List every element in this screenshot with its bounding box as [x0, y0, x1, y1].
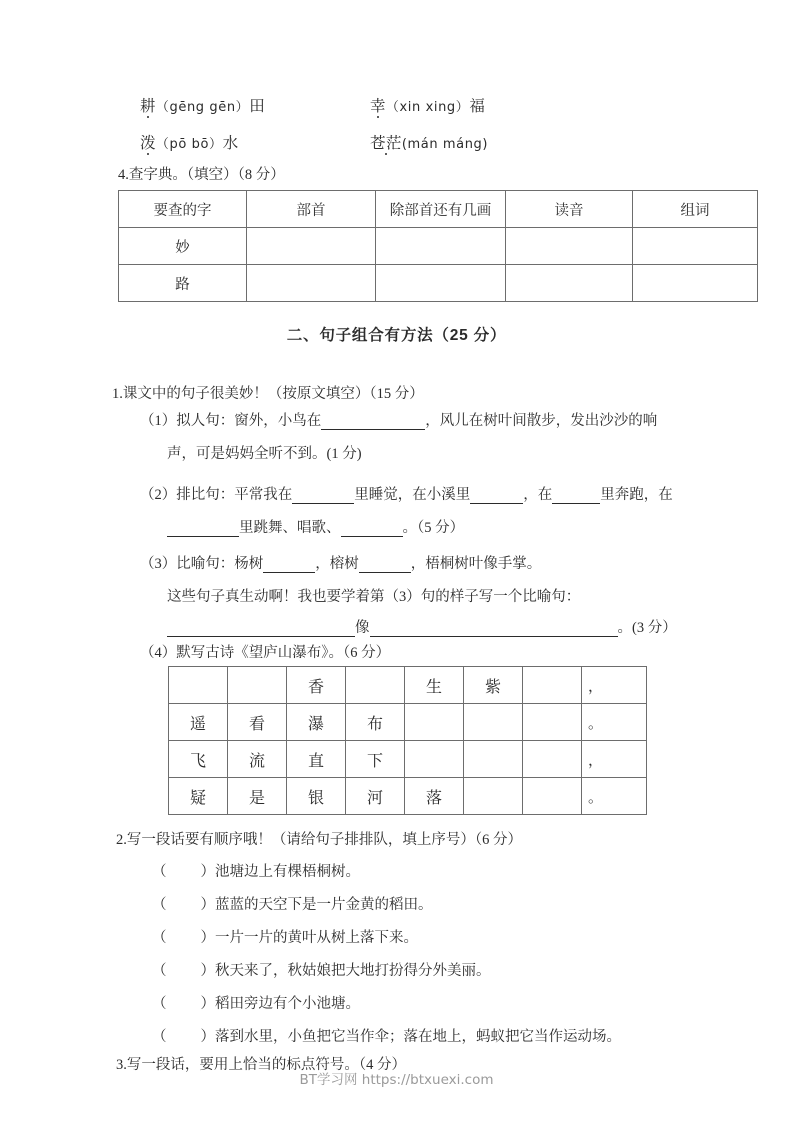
order-list-item-5	[152, 992, 360, 1013]
poem-cell-r2c6[interactable]	[464, 704, 523, 741]
order-paren-close-3: ）	[200, 930, 215, 946]
order-text-5: 稻田旁边有个小池塘。	[215, 996, 360, 1012]
item-2-text-a: 排比句：平常我在	[176, 487, 293, 503]
dict-header-strokes: 除部首还有几画	[376, 191, 506, 228]
pinyin-suffix-shui: 水	[222, 135, 239, 152]
question-1-label: 1.课文中的句子很美妙！（按原文填空）（15 分）	[112, 386, 424, 402]
question-1-item-3-line-1	[140, 552, 541, 573]
question-1-item-2-line-1	[140, 483, 673, 504]
poem-cell-r3c3: 直	[287, 741, 346, 778]
table-row	[119, 228, 758, 265]
item-2-text-d: 里奔跑，在	[600, 487, 673, 503]
item-4-text: 默写古诗《望庐山瀑布》。（6 分）	[176, 645, 391, 661]
poem-cell-r4c8: 。	[582, 778, 647, 815]
order-text-1: 池塘边上有棵梧桐树。	[215, 864, 360, 880]
pinyin-suffix-fu: 福	[469, 98, 486, 115]
pinyin-options-geng: （gēng gēn）	[155, 100, 250, 115]
dict-cell-strokes-lu[interactable]	[376, 265, 506, 302]
poem-cell-r1c1[interactable]	[169, 667, 228, 704]
order-list-item-4	[152, 959, 491, 980]
table-header-row	[119, 191, 758, 228]
dictionary-table	[118, 190, 758, 302]
poem-cell-r1c5: 生	[405, 667, 464, 704]
dict-cell-word-miao[interactable]	[633, 228, 758, 265]
section-two-title: 二、句子组合有方法（25 分）	[286, 327, 507, 344]
poem-cell-r3c2: 流	[228, 741, 287, 778]
dict-header-pronunciation: 读音	[506, 191, 633, 228]
order-paren-close-4: ）	[200, 963, 215, 979]
blank-line[interactable]	[341, 521, 403, 537]
order-text-2: 蓝蓝的天空下是一片金黄的稻田。	[215, 897, 433, 913]
item-1-number: （1）	[140, 413, 177, 429]
blank-line[interactable]	[321, 414, 425, 430]
poem-cell-r1c4[interactable]	[346, 667, 405, 704]
table-row	[119, 265, 758, 302]
pinyin-char-po: 泼	[140, 135, 156, 152]
poem-grid-table	[168, 666, 647, 815]
poem-cell-r3c1: 飞	[169, 741, 228, 778]
order-paren-open-1: （	[152, 864, 167, 880]
poem-cell-r4c1: 疑	[169, 778, 228, 815]
blank-line[interactable]	[470, 488, 523, 504]
blank-line[interactable]	[359, 557, 411, 573]
pinyin-options-mang: (mán máng)	[401, 137, 489, 152]
poem-grid-row-2	[169, 704, 647, 741]
footer-watermark: BT学习网 https://btxuexi.com	[299, 1072, 494, 1088]
order-text-3: 一片一片的黄叶从树上落下来。	[215, 930, 418, 946]
dict-cell-char-miao: 妙	[119, 228, 247, 265]
order-list-item-3	[152, 926, 418, 947]
poem-cell-r4c7[interactable]	[523, 778, 582, 815]
order-paren-close-5: ）	[200, 996, 215, 1012]
pinyin-options-xing: （xin xing）	[385, 100, 470, 115]
question-4-label: 4.查字典。（填空）（8 分）	[118, 167, 285, 183]
blank-line-right[interactable]	[370, 621, 618, 637]
item-2-text-c: ，在	[523, 487, 553, 503]
pinyin-row-1-left	[140, 94, 265, 116]
poem-cell-r3c5[interactable]	[405, 741, 464, 778]
item-3-number: （3）	[140, 556, 177, 572]
pinyin-suffix-tian: 田	[249, 98, 266, 115]
order-list-item-6	[152, 1025, 621, 1046]
item-2-text-f: 。（5 分）	[402, 520, 465, 536]
order-text-4: 秋天来了，秋姑娘把大地打扮得分外美丽。	[215, 963, 491, 979]
order-list-item-2	[152, 893, 433, 914]
item-3-text-a: 比喻句：杨树	[176, 556, 264, 572]
blank-line[interactable]	[552, 488, 600, 504]
poem-cell-r3c8: ，	[582, 741, 647, 778]
dict-cell-radical-miao[interactable]	[247, 228, 376, 265]
dict-cell-strokes-miao[interactable]	[376, 228, 506, 265]
question-3-label: 3.写一段话，要用上恰当的标点符号。（4 分）	[116, 1057, 406, 1073]
poem-cell-r1c8: ，	[582, 667, 647, 704]
order-list-item-1	[152, 860, 360, 881]
pinyin-row-2-left	[140, 131, 239, 153]
question-1-item-3-line-3	[167, 616, 677, 637]
poem-cell-r3c4: 下	[346, 741, 405, 778]
poem-cell-r2c5[interactable]	[405, 704, 464, 741]
order-paren-close-2: ）	[200, 897, 215, 913]
poem-cell-r4c5: 落	[405, 778, 464, 815]
dict-cell-word-lu[interactable]	[633, 265, 758, 302]
poem-cell-r1c6: 紫	[464, 667, 523, 704]
poem-cell-r2c7[interactable]	[523, 704, 582, 741]
item-4-number: （4）	[140, 645, 177, 661]
blank-line[interactable]	[167, 521, 239, 537]
pinyin-char-xing: 幸	[370, 98, 386, 115]
item-3-text-b: ，榕树	[315, 556, 359, 572]
poem-cell-r2c1: 遥	[169, 704, 228, 741]
pinyin-row-1-right	[370, 94, 485, 116]
question-1-item-1-line-2: 声，可是妈妈全听不到。(1 分)	[167, 446, 362, 462]
order-paren-open-5: （	[152, 996, 167, 1012]
poem-cell-r4c6[interactable]	[464, 778, 523, 815]
dict-cell-char-lu: 路	[119, 265, 247, 302]
dict-cell-pronunciation-lu[interactable]	[506, 265, 633, 302]
item-3-text-xiang: 像	[355, 620, 370, 636]
poem-cell-r1c7[interactable]	[523, 667, 582, 704]
order-paren-open-4: （	[152, 963, 167, 979]
blank-line[interactable]	[263, 557, 315, 573]
poem-cell-r3c6[interactable]	[464, 741, 523, 778]
poem-grid-row-3	[169, 741, 647, 778]
dict-header-radical: 部首	[247, 191, 376, 228]
item-3-text-score: 。(3 分）	[617, 620, 677, 636]
poem-cell-r2c3: 瀑	[287, 704, 346, 741]
order-paren-close-1: ）	[200, 864, 215, 880]
pinyin-options-po: （pō bō）	[155, 137, 223, 152]
order-paren-open-2: （	[152, 897, 167, 913]
poem-cell-r2c4: 布	[346, 704, 405, 741]
order-paren-open-6: （	[152, 1029, 167, 1045]
dict-cell-pronunciation-miao[interactable]	[506, 228, 633, 265]
poem-cell-r2c2: 看	[228, 704, 287, 741]
question-1-item-4-label	[140, 641, 390, 662]
poem-cell-r4c2: 是	[228, 778, 287, 815]
dict-cell-radical-lu[interactable]	[247, 265, 376, 302]
poem-grid-row-1	[169, 667, 647, 704]
question-1-item-2-line-2	[167, 516, 464, 537]
question-2-label: 2.写一段话要有顺序哦！（请给句子排排队，填上序号）（6 分）	[116, 832, 522, 848]
poem-cell-r3c7[interactable]	[523, 741, 582, 778]
blank-line[interactable]	[292, 488, 354, 504]
poem-cell-r4c3: 银	[287, 778, 346, 815]
order-paren-close-6: ）	[200, 1029, 215, 1045]
blank-line-left[interactable]	[167, 621, 355, 637]
order-paren-open-3: （	[152, 930, 167, 946]
dict-header-char: 要查的字	[119, 191, 247, 228]
poem-cell-r1c2[interactable]	[228, 667, 287, 704]
order-text-6: 落到水里，小鱼把它当作伞；落在地上，蚂蚁把它当作运动场。	[215, 1029, 621, 1045]
item-1-text-b: ，风儿在树叶间散步，发出沙沙的响	[425, 413, 658, 429]
item-2-number: （2）	[140, 487, 177, 503]
question-1-item-3-line-2: 这些句子真生动啊！我也要学着第（3）句的样子写一个比喻句：	[167, 589, 581, 605]
poem-grid-row-4	[169, 778, 647, 815]
pinyin-row-2-right	[370, 131, 488, 153]
poem-cell-r1c3: 香	[287, 667, 346, 704]
item-2-text-e: 里跳舞、唱歌、	[239, 520, 341, 536]
item-3-text-c: ，梧桐树叶像手掌。	[410, 556, 542, 572]
dict-header-word: 组词	[633, 191, 758, 228]
question-1-item-1-line-1	[140, 409, 657, 430]
pinyin-char-mang: 苍茫	[370, 135, 402, 152]
pinyin-char-geng: 耕	[140, 98, 156, 115]
poem-cell-r4c4: 河	[346, 778, 405, 815]
item-2-text-b: 里睡觉，在小溪里	[354, 487, 471, 503]
item-1-text-a: 拟人句：窗外，小鸟在	[176, 413, 322, 429]
poem-cell-r2c8: 。	[582, 704, 647, 741]
